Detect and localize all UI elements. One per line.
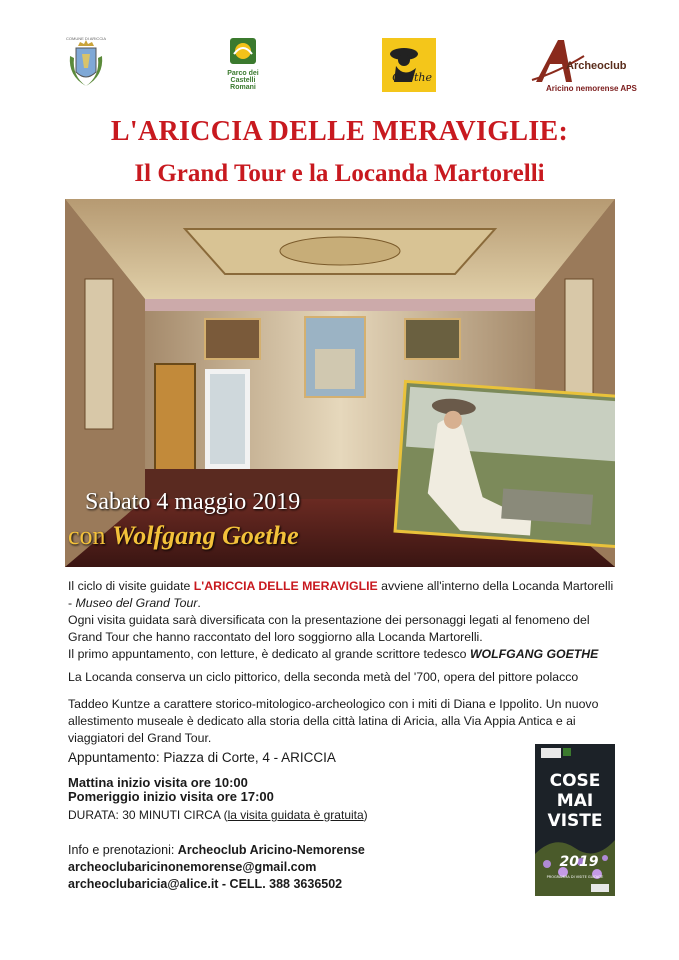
visit-times (68, 776, 274, 804)
archeoclub-logo (528, 36, 637, 96)
p1-text-d: - (68, 596, 76, 610)
parco-label: Parco dei Castelli Romani (227, 70, 259, 91)
description-text (68, 578, 620, 747)
logo-bar (0, 30, 679, 100)
afternoon-time: Pomeriggio inizio visita ore 17:00 (68, 789, 274, 804)
contact-info (68, 842, 365, 893)
info-org: Archeoclub Aricino-Nemorense (177, 843, 365, 857)
brochure-line1: COSE (549, 771, 601, 791)
paragraph-2: Ogni visita guidata sarà diversificata con la presentazione dei personaggi legati al fenomeno del Grand Tour che hanno raccontato del loro soggiorno alla Locanda Martorelli. (68, 613, 590, 644)
coat-of-arms-icon (64, 36, 108, 96)
parco-castelli-romani-logo (222, 38, 264, 96)
goethe-logo (382, 38, 436, 92)
info-line (68, 842, 365, 859)
brochure-year: 2019 (559, 854, 599, 870)
page-title: L'ARICCIA DELLE MERAVIGLIE: (110, 116, 569, 147)
p1-text-a: Il ciclo di visite guidate (68, 579, 194, 593)
parco-leaf-icon (222, 38, 264, 70)
info-label: Info e prenotazioni: (68, 843, 178, 857)
comune-coat-of-arms-logo (64, 36, 108, 96)
event-with: con (68, 521, 106, 550)
paragraph-1 (68, 578, 620, 595)
appointment-line: Appuntamento: Piazza di Corte, 4 - ARICCIA (68, 750, 336, 765)
event-guest (68, 521, 299, 551)
duration-close: ) (363, 808, 368, 822)
comune-caption: COMUNE DI ARICCIA (65, 36, 106, 41)
email-1[interactable]: archeoclubaricinonemorense@gmail.com (68, 860, 317, 874)
duration-label: DURATA: 30 MINUTI CIRCA ( (68, 808, 228, 822)
archeoclub-name: Archeoclub (566, 60, 627, 72)
event-date: Sabato 4 maggio 2019 (85, 489, 301, 515)
brochure-illustration (535, 744, 615, 896)
email-2-phone[interactable]: archeoclubaricia@alice.it - CELL. 388 3636502 (68, 877, 343, 891)
page-subtitle: Il Grand Tour e la Locanda Martorelli (134, 160, 545, 187)
p1-text-c: avviene all'interno della Locanda Martorelli (377, 579, 614, 593)
brochure-caption: PROGRAMMA DI VISITE GUIDATE (546, 875, 604, 879)
paragraph-5: Taddeo Kuntze a carattere storico-mitologico-archeologico con i miti di Diana e Ippolito. Un nuovo allestimento museale è dedicato alla storia della città latina di Aricia, alla Via Appia Antica e ai viaggiatori del Grand Tour. (68, 697, 599, 745)
brochure-line2: MAI (556, 791, 594, 811)
paragraph-1b (68, 595, 620, 612)
morning-time: Mattina inizio visita ore 10:00 (68, 775, 248, 790)
paragraph-3 (68, 646, 620, 663)
brochure-cover (535, 744, 615, 896)
p3-text-a: Il primo appuntamento, con letture, è dedicato al grande scrittore tedesco (68, 647, 470, 661)
archeoclub-sub: Aricino nemorense APS (546, 84, 637, 93)
brochure-line3: VISTE (547, 811, 603, 831)
paragraph-4: La Locanda conserva un ciclo pittorico, della seconda metà del '700, opera del pittore polacco (68, 670, 579, 684)
p1-museum-name: Museo del Grand Tour (75, 596, 198, 610)
p1-series-name: L'ARICCIA DELLE MERAVIGLIE (193, 579, 378, 593)
duration-line (68, 808, 368, 822)
p1-text-f: . (197, 596, 201, 610)
hero-image (65, 199, 615, 567)
p3-author-name: WOLFGANG GOETHE (469, 647, 599, 661)
free-visit-note: la visita guidata è gratuita (227, 808, 364, 822)
goethe-label: Goethe (392, 71, 432, 84)
event-guest-name: Wolfgang Goethe (112, 521, 299, 550)
